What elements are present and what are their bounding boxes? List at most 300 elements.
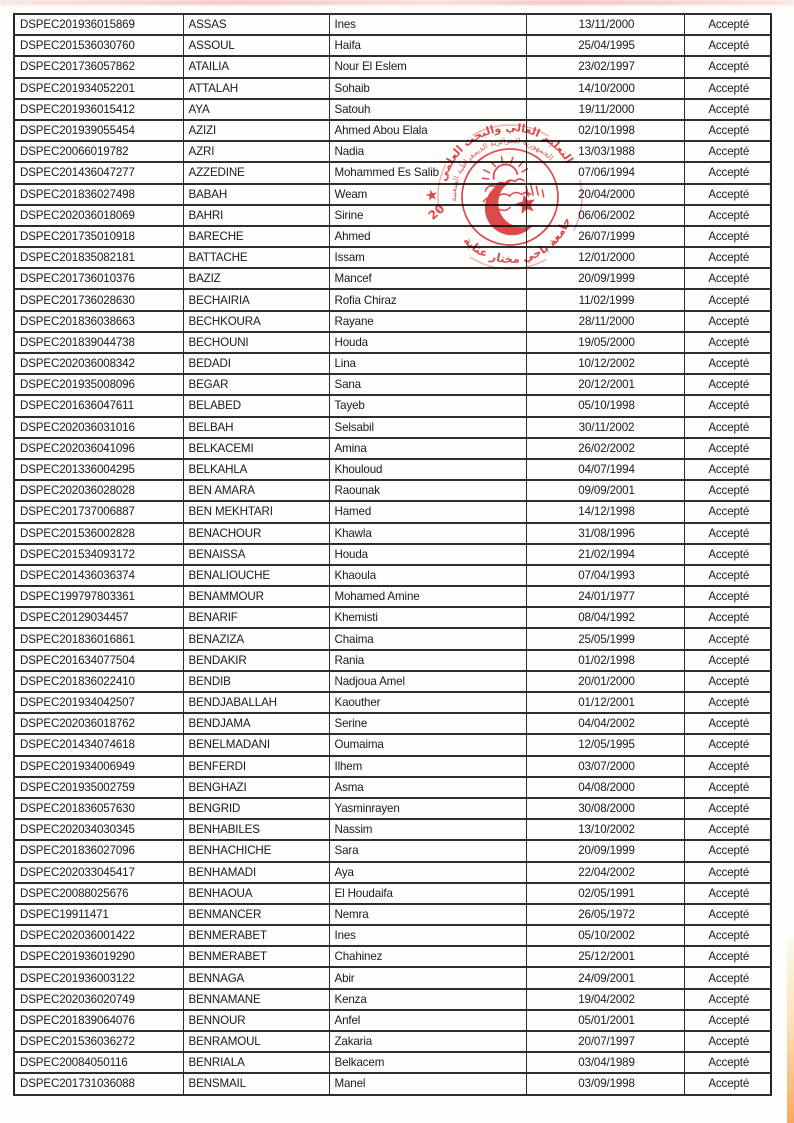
table-row — [14, 374, 771, 395]
status-cell: Accepté — [684, 501, 771, 522]
registration-id-cell: DSPEC201935002759 — [14, 777, 183, 798]
status-cell: Accepté — [684, 967, 771, 988]
firstname-cell: Ahmed Abou Elala — [329, 120, 526, 141]
firstname-cell: Hamed — [329, 501, 526, 522]
registration-id-cell: DSPEC199797803361 — [14, 586, 183, 607]
surname-cell: BECHAIRIA — [183, 289, 329, 310]
registration-id-cell: DSPEC201636047611 — [14, 395, 183, 416]
table-row — [14, 586, 771, 607]
table-row — [14, 438, 771, 459]
birthdate-cell: 06/06/2002 — [526, 205, 684, 226]
firstname-cell: Khemisti — [329, 607, 526, 628]
surname-cell: AYA — [183, 99, 329, 120]
surname-cell: BELBAH — [183, 417, 329, 438]
table-row — [14, 989, 771, 1010]
status-cell: Accepté — [684, 1052, 771, 1073]
status-cell: Accepté — [684, 247, 771, 268]
registration-id-cell: DSPEC201836016861 — [14, 628, 183, 649]
status-cell: Accepté — [684, 353, 771, 374]
surname-cell: BARECHE — [183, 226, 329, 247]
table-row — [14, 162, 771, 183]
registration-id-cell: DSPEC202036018069 — [14, 205, 183, 226]
firstname-cell: Asma — [329, 777, 526, 798]
registration-id-cell: DSPEC201936019290 — [14, 946, 183, 967]
status-cell: Accepté — [684, 650, 771, 671]
registration-id-cell: DSPEC201736028630 — [14, 289, 183, 310]
surname-cell: BENNAGA — [183, 967, 329, 988]
registration-id-cell: DSPEC201436047277 — [14, 162, 183, 183]
birthdate-cell: 03/07/2000 — [526, 756, 684, 777]
registration-id-cell: DSPEC201934042507 — [14, 692, 183, 713]
status-cell: Accepté — [684, 184, 771, 205]
surname-cell: BENRAMOUL — [183, 1031, 329, 1052]
table-row — [14, 1010, 771, 1031]
table-row — [14, 501, 771, 522]
table-row — [14, 756, 771, 777]
firstname-cell: Serine — [329, 713, 526, 734]
table-row — [14, 141, 771, 162]
status-cell: Accepté — [684, 374, 771, 395]
status-cell: Accepté — [684, 989, 771, 1010]
birthdate-cell: 19/05/2000 — [526, 332, 684, 353]
registration-id-cell: DSPEC201936003122 — [14, 967, 183, 988]
registration-id-cell: DSPEC202036001422 — [14, 925, 183, 946]
registration-id-cell: DSPEC20066019782 — [14, 141, 183, 162]
firstname-cell: Tayeb — [329, 395, 526, 416]
status-cell: Accepté — [684, 777, 771, 798]
surname-cell: BENAMMOUR — [183, 586, 329, 607]
birthdate-cell: 10/12/2002 — [526, 353, 684, 374]
birthdate-cell: 22/04/2002 — [526, 862, 684, 883]
firstname-cell: Sirine — [329, 205, 526, 226]
surname-cell: BENDIB — [183, 671, 329, 692]
registration-id-cell: DSPEC201839064076 — [14, 1010, 183, 1031]
birthdate-cell: 23/02/1997 — [526, 56, 684, 77]
surname-cell: BENMERABET — [183, 925, 329, 946]
birthdate-cell: 24/09/2001 — [526, 967, 684, 988]
status-cell: Accepté — [684, 734, 771, 755]
surname-cell: BENGRID — [183, 798, 329, 819]
status-cell: Accepté — [684, 862, 771, 883]
firstname-cell: Chahinez — [329, 946, 526, 967]
surname-cell: BENRIALA — [183, 1052, 329, 1073]
table-row — [14, 14, 771, 35]
surname-cell: BATTACHE — [183, 247, 329, 268]
surname-cell: ATTALAH — [183, 78, 329, 99]
table-row — [14, 1073, 771, 1094]
birthdate-cell: 05/10/2002 — [526, 925, 684, 946]
table-row — [14, 184, 771, 205]
surname-cell: BENDJAMA — [183, 713, 329, 734]
stamp-year-fragment: 20 — [425, 201, 448, 223]
registration-id-cell: DSPEC19911471 — [14, 904, 183, 925]
table-row — [14, 650, 771, 671]
table-row — [14, 862, 771, 883]
surname-cell: BENACHOUR — [183, 523, 329, 544]
status-cell: Accepté — [684, 311, 771, 332]
registration-id-cell: DSPEC202034030345 — [14, 819, 183, 840]
birthdate-cell: 14/12/1998 — [526, 501, 684, 522]
status-cell: Accepté — [684, 289, 771, 310]
status-cell: Accepté — [684, 671, 771, 692]
status-cell: Accepté — [684, 713, 771, 734]
surname-cell: AZRI — [183, 141, 329, 162]
status-cell: Accepté — [684, 205, 771, 226]
surname-cell: AZIZI — [183, 120, 329, 141]
birthdate-cell: 26/02/2002 — [526, 438, 684, 459]
birthdate-cell: 30/11/2002 — [526, 417, 684, 438]
firstname-cell: Aya — [329, 862, 526, 883]
table-row — [14, 607, 771, 628]
registration-id-cell: DSPEC202036020749 — [14, 989, 183, 1010]
firstname-cell: Khaoula — [329, 565, 526, 586]
registration-id-cell: DSPEC201936015869 — [14, 14, 183, 35]
birthdate-cell: 13/10/2002 — [526, 819, 684, 840]
birthdate-cell: 01/02/1998 — [526, 650, 684, 671]
registration-id-cell: DSPEC201536036272 — [14, 1031, 183, 1052]
registration-id-cell: DSPEC202036041096 — [14, 438, 183, 459]
registration-id-cell: DSPEC201936015412 — [14, 99, 183, 120]
table-row — [14, 1031, 771, 1052]
table-row — [14, 798, 771, 819]
table-row — [14, 628, 771, 649]
table-row — [14, 967, 771, 988]
table-row — [14, 671, 771, 692]
surname-cell: BENHABILES — [183, 819, 329, 840]
birthdate-cell: 05/10/1998 — [526, 395, 684, 416]
status-cell: Accepté — [684, 946, 771, 967]
firstname-cell: Nassim — [329, 819, 526, 840]
birthdate-cell: 21/02/1994 — [526, 544, 684, 565]
firstname-cell: Abir — [329, 967, 526, 988]
firstname-cell: Sohaib — [329, 78, 526, 99]
birthdate-cell: 04/08/2000 — [526, 777, 684, 798]
table-row — [14, 459, 771, 480]
surname-cell: BENDJABALLAH — [183, 692, 329, 713]
registration-id-cell: DSPEC202036018762 — [14, 713, 183, 734]
status-cell: Accepté — [684, 607, 771, 628]
registration-id-cell: DSPEC201534093172 — [14, 544, 183, 565]
firstname-cell: Raounak — [329, 480, 526, 501]
surname-cell: BENDAKIR — [183, 650, 329, 671]
university-stamp — [416, 103, 603, 290]
table-row — [14, 205, 771, 226]
firstname-cell: Zakaria — [329, 1031, 526, 1052]
scan-artifact-right-strip — [787, 938, 794, 1123]
status-cell: Accepté — [684, 819, 771, 840]
status-cell: Accepté — [684, 332, 771, 353]
candidates-table-body — [14, 14, 771, 1095]
firstname-cell: Houda — [329, 332, 526, 353]
firstname-cell: Amina — [329, 438, 526, 459]
firstname-cell: Ilhem — [329, 756, 526, 777]
registration-id-cell: DSPEC201736057862 — [14, 56, 183, 77]
firstname-cell: Khouloud — [329, 459, 526, 480]
birthdate-cell: 20/09/1999 — [526, 268, 684, 289]
surname-cell: BECHOUNI — [183, 332, 329, 353]
status-cell: Accepté — [684, 459, 771, 480]
registration-id-cell: DSPEC201736010376 — [14, 268, 183, 289]
surname-cell: BAZIZ — [183, 268, 329, 289]
status-cell: Accepté — [684, 1010, 771, 1031]
status-cell: Accepté — [684, 480, 771, 501]
table-row — [14, 395, 771, 416]
surname-cell: BEN AMARA — [183, 480, 329, 501]
stamp-graphic — [416, 103, 603, 290]
registration-id-cell: DSPEC202033045417 — [14, 862, 183, 883]
registration-id-cell: DSPEC201839044738 — [14, 332, 183, 353]
birthdate-cell: 02/05/1991 — [526, 883, 684, 904]
registration-id-cell: DSPEC20088025676 — [14, 883, 183, 904]
table-row — [14, 99, 771, 120]
surname-cell: BEN MEKHTARI — [183, 501, 329, 522]
status-cell: Accepté — [684, 141, 771, 162]
status-cell: Accepté — [684, 226, 771, 247]
surname-cell: BENALIOUCHE — [183, 565, 329, 586]
registration-id-cell: DSPEC201731036088 — [14, 1073, 183, 1094]
registration-id-cell: DSPEC201536002828 — [14, 523, 183, 544]
surname-cell: BENGHAZI — [183, 777, 329, 798]
table-row — [14, 925, 771, 946]
firstname-cell: Belkacem — [329, 1052, 526, 1073]
birthdate-cell: 07/06/1994 — [526, 162, 684, 183]
birthdate-cell: 20/12/2001 — [526, 374, 684, 395]
birthdate-cell: 11/02/1999 — [526, 289, 684, 310]
status-cell: Accepté — [684, 565, 771, 586]
table-row — [14, 692, 771, 713]
birthdate-cell: 01/12/2001 — [526, 692, 684, 713]
registration-id-cell: DSPEC201934006949 — [14, 756, 183, 777]
firstname-cell: Weam — [329, 184, 526, 205]
registration-id-cell: DSPEC201336004295 — [14, 459, 183, 480]
firstname-cell: Nour El Eslem — [329, 56, 526, 77]
firstname-cell: Selsabil — [329, 417, 526, 438]
status-cell: Accepté — [684, 692, 771, 713]
table-row — [14, 1052, 771, 1073]
firstname-cell: Nadjoua Amel — [329, 671, 526, 692]
registration-id-cell: DSPEC201634077504 — [14, 650, 183, 671]
firstname-cell: Ahmed — [329, 226, 526, 247]
status-cell: Accepté — [684, 904, 771, 925]
registration-id-cell: DSPEC201536030760 — [14, 35, 183, 56]
birthdate-cell: 13/11/2000 — [526, 14, 684, 35]
firstname-cell: Houda — [329, 544, 526, 565]
status-cell: Accepté — [684, 268, 771, 289]
stamp-arabic-text-rings — [427, 108, 595, 279]
surname-cell: BENHAMADI — [183, 862, 329, 883]
table-row — [14, 78, 771, 99]
surname-cell: BENNOUR — [183, 1010, 329, 1031]
status-cell: Accepté — [684, 78, 771, 99]
registration-id-cell: DSPEC20129034457 — [14, 607, 183, 628]
table-row — [14, 544, 771, 565]
table-row — [14, 417, 771, 438]
registration-id-cell: DSPEC202036031016 — [14, 417, 183, 438]
table-row — [14, 332, 771, 353]
birthdate-cell: 30/08/2000 — [526, 798, 684, 819]
table-row — [14, 840, 771, 861]
birthdate-cell: 12/05/1995 — [526, 734, 684, 755]
surname-cell: BENAISSA — [183, 544, 329, 565]
registration-id-cell: DSPEC201836057630 — [14, 798, 183, 819]
firstname-cell: Rania — [329, 650, 526, 671]
surname-cell: BENMERABET — [183, 946, 329, 967]
surname-cell: BENNAMANE — [183, 989, 329, 1010]
table-row — [14, 56, 771, 77]
registration-id-cell: DSPEC201935008096 — [14, 374, 183, 395]
table-row — [14, 480, 771, 501]
stamp-side-star: ★ — [423, 185, 441, 206]
status-cell: Accepté — [684, 417, 771, 438]
status-cell: Accepté — [684, 162, 771, 183]
status-cell: Accepté — [684, 840, 771, 861]
surname-cell: BEGAR — [183, 374, 329, 395]
status-cell: Accepté — [684, 14, 771, 35]
birthdate-cell: 31/08/1996 — [526, 523, 684, 544]
birthdate-cell: 19/11/2000 — [526, 99, 684, 120]
table-row — [14, 713, 771, 734]
registration-id-cell: DSPEC201836038663 — [14, 311, 183, 332]
table-row — [14, 819, 771, 840]
registration-id-cell: DSPEC201934052201 — [14, 78, 183, 99]
registration-id-cell: DSPEC201436036374 — [14, 565, 183, 586]
candidates-table — [13, 13, 772, 1096]
firstname-cell: Kaouther — [329, 692, 526, 713]
registration-id-cell: DSPEC202036028028 — [14, 480, 183, 501]
firstname-cell: Mohamed Amine — [329, 586, 526, 607]
table-row — [14, 734, 771, 755]
status-cell: Accepté — [684, 756, 771, 777]
birthdate-cell: 03/09/1998 — [526, 1073, 684, 1094]
registration-id-cell: DSPEC201835082181 — [14, 247, 183, 268]
birthdate-cell: 25/04/1995 — [526, 35, 684, 56]
status-cell: Accepté — [684, 544, 771, 565]
surname-cell: ATAILIA — [183, 56, 329, 77]
table-row — [14, 226, 771, 247]
firstname-cell: Mancef — [329, 268, 526, 289]
status-cell: Accepté — [684, 925, 771, 946]
birthdate-cell: 04/04/2002 — [526, 713, 684, 734]
status-cell: Accepté — [684, 1073, 771, 1094]
table-row — [14, 311, 771, 332]
table-row — [14, 883, 771, 904]
table-row — [14, 565, 771, 586]
surname-cell: BECHKOURA — [183, 311, 329, 332]
surname-cell: AZZEDINE — [183, 162, 329, 183]
birthdate-cell: 09/09/2001 — [526, 480, 684, 501]
firstname-cell: Yasminrayen — [329, 798, 526, 819]
surname-cell: BABAH — [183, 184, 329, 205]
firstname-cell: Nemra — [329, 904, 526, 925]
surname-cell: BENELMADANI — [183, 734, 329, 755]
stamp-university-text: جامعة باجي مختار عنابة — [460, 215, 574, 267]
surname-cell: BEDADI — [183, 353, 329, 374]
birthdate-cell: 24/01/1977 — [526, 586, 684, 607]
surname-cell: ASSOUL — [183, 35, 329, 56]
status-cell: Accepté — [684, 438, 771, 459]
stamp-ministry-text: التعليم العالي والبحث العلمي — [436, 120, 576, 183]
surname-cell: BELKACEMI — [183, 438, 329, 459]
table-row — [14, 946, 771, 967]
table-row — [14, 523, 771, 544]
firstname-cell: Kenza — [329, 989, 526, 1010]
firstname-cell: Rofia Chiraz — [329, 289, 526, 310]
birthdate-cell: 20/04/2000 — [526, 184, 684, 205]
stamp-republic-text: الجمهورية الجزائرية الديمقراطية الشعبية — [448, 135, 556, 202]
table-row — [14, 777, 771, 798]
birthdate-cell: 28/11/2000 — [526, 311, 684, 332]
firstname-cell: Oumaima — [329, 734, 526, 755]
birthdate-cell: 20/09/1999 — [526, 840, 684, 861]
scan-artifact-top-band — [0, 0, 794, 5]
firstname-cell: Manel — [329, 1073, 526, 1094]
firstname-cell: Sara — [329, 840, 526, 861]
surname-cell: BENHAOUA — [183, 883, 329, 904]
table-row — [14, 289, 771, 310]
registration-id-cell: DSPEC202036008342 — [14, 353, 183, 374]
status-cell: Accepté — [684, 883, 771, 904]
birthdate-cell: 04/07/1994 — [526, 459, 684, 480]
surname-cell: ASSAS — [183, 14, 329, 35]
registration-id-cell: DSPEC201737006887 — [14, 501, 183, 522]
birthdate-cell: 05/01/2001 — [526, 1010, 684, 1031]
birthdate-cell: 19/04/2002 — [526, 989, 684, 1010]
status-cell: Accepté — [684, 120, 771, 141]
birthdate-cell: 08/04/1992 — [526, 607, 684, 628]
status-cell: Accepté — [684, 798, 771, 819]
firstname-cell: Khawla — [329, 523, 526, 544]
firstname-cell: Anfel — [329, 1010, 526, 1031]
firstname-cell: Issam — [329, 247, 526, 268]
firstname-cell: Haifa — [329, 35, 526, 56]
birthdate-cell: 03/04/1989 — [526, 1052, 684, 1073]
status-cell: Accepté — [684, 1031, 771, 1052]
status-cell: Accepté — [684, 35, 771, 56]
birthdate-cell: 20/07/1997 — [526, 1031, 684, 1052]
firstname-cell: El Houdaifa — [329, 883, 526, 904]
registration-id-cell: DSPEC201939055454 — [14, 120, 183, 141]
registration-id-cell: DSPEC201836027096 — [14, 840, 183, 861]
firstname-cell: Chaima — [329, 628, 526, 649]
status-cell: Accepté — [684, 99, 771, 120]
table-row — [14, 268, 771, 289]
status-cell: Accepté — [684, 56, 771, 77]
surname-cell: BENHACHICHE — [183, 840, 329, 861]
registration-id-cell: DSPEC201836022410 — [14, 671, 183, 692]
birthdate-cell: 14/10/2000 — [526, 78, 684, 99]
birthdate-cell: 13/03/1988 — [526, 141, 684, 162]
table-row — [14, 35, 771, 56]
birthdate-cell: 07/04/1993 — [526, 565, 684, 586]
birthdate-cell: 25/12/2001 — [526, 946, 684, 967]
surname-cell: BENSMAIL — [183, 1073, 329, 1094]
firstname-cell: Ines — [329, 14, 526, 35]
surname-cell: BELABED — [183, 395, 329, 416]
registration-id-cell: DSPEC201434074618 — [14, 734, 183, 755]
birthdate-cell: 12/01/2000 — [526, 247, 684, 268]
registration-id-cell: DSPEC20084050116 — [14, 1052, 183, 1073]
registration-id-cell: DSPEC201735010918 — [14, 226, 183, 247]
firstname-cell: Sana — [329, 374, 526, 395]
table-row — [14, 120, 771, 141]
surname-cell: BENARIF — [183, 607, 329, 628]
firstname-cell: Rayane — [329, 311, 526, 332]
surname-cell: BELKAHLA — [183, 459, 329, 480]
firstname-cell: Ines — [329, 925, 526, 946]
birthdate-cell: 26/07/1999 — [526, 226, 684, 247]
birthdate-cell: 26/05/1972 — [526, 904, 684, 925]
table-row — [14, 353, 771, 374]
